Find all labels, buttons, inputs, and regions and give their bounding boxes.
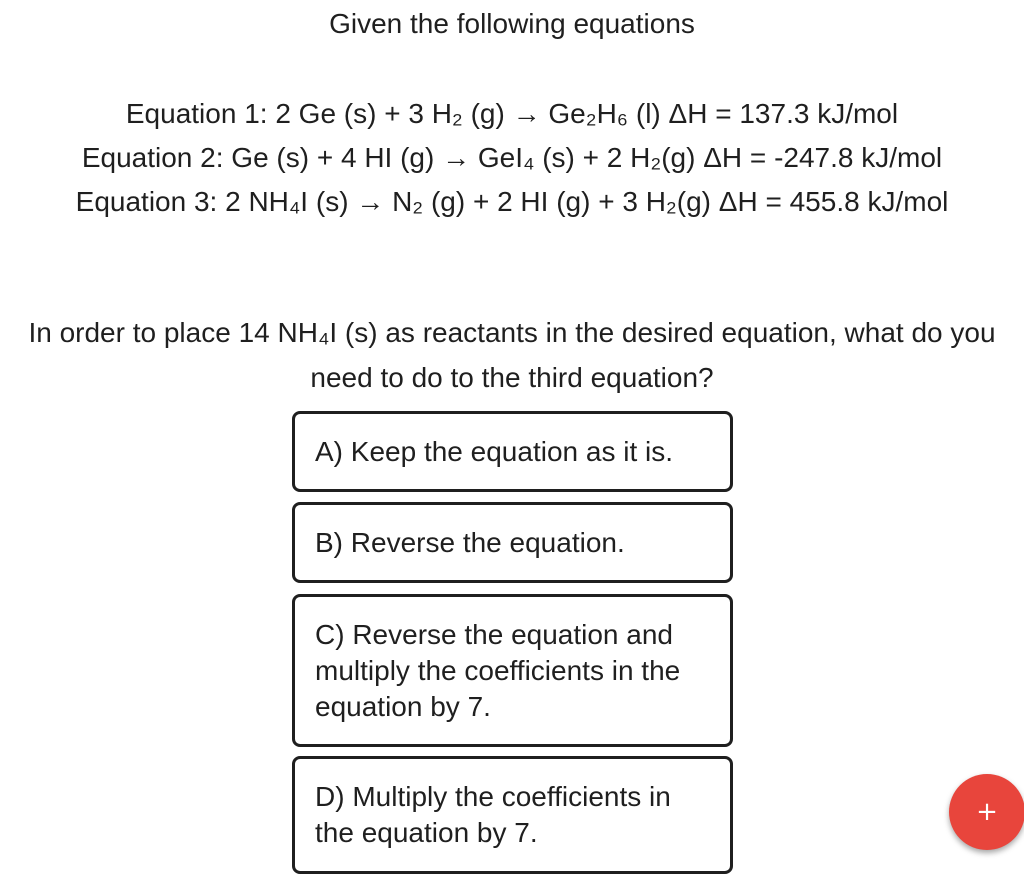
option-c-button[interactable] (292, 594, 733, 747)
option-b-label: B) Reverse the equation. (315, 526, 625, 558)
add-button[interactable] (949, 774, 1024, 850)
option-b-button[interactable] (292, 502, 733, 583)
page-title: Given the following equations (329, 8, 695, 39)
equation-3: Equation 3: 2 NH₄I (s) → N₂ (g) + 2 HI (g) + 3 H₂(g) ΔH = 455.8 kJ/mol (75, 186, 949, 217)
option-a-button[interactable] (292, 411, 733, 492)
equations-list (0, 92, 1024, 224)
option-d-label: D) Multiply the coefficients in the equation by 7. (315, 781, 671, 848)
option-a-label: A) Keep the equation as it is. (315, 435, 673, 467)
equation-2: Equation 2: Ge (s) + 4 HI (g) → GeI₄ (s) + 2 H₂(g) ΔH = -247.8 kJ/mol (81, 142, 943, 173)
plus-icon: + (976, 797, 998, 827)
option-c-label: C) Reverse the equation and multiply the coefficients in the equation by 7. (315, 618, 681, 722)
equation-1: Equation 1: 2 Ge (s) + 3 H₂ (g) → Ge₂H₆ (l) ΔH = 137.3 kJ/mol (125, 98, 899, 129)
question-text: In order to place 14 NH₄I (s) as reactants in the desired equation, what do you need to do to the third equation? (28, 317, 996, 393)
option-d-button[interactable] (292, 756, 733, 874)
